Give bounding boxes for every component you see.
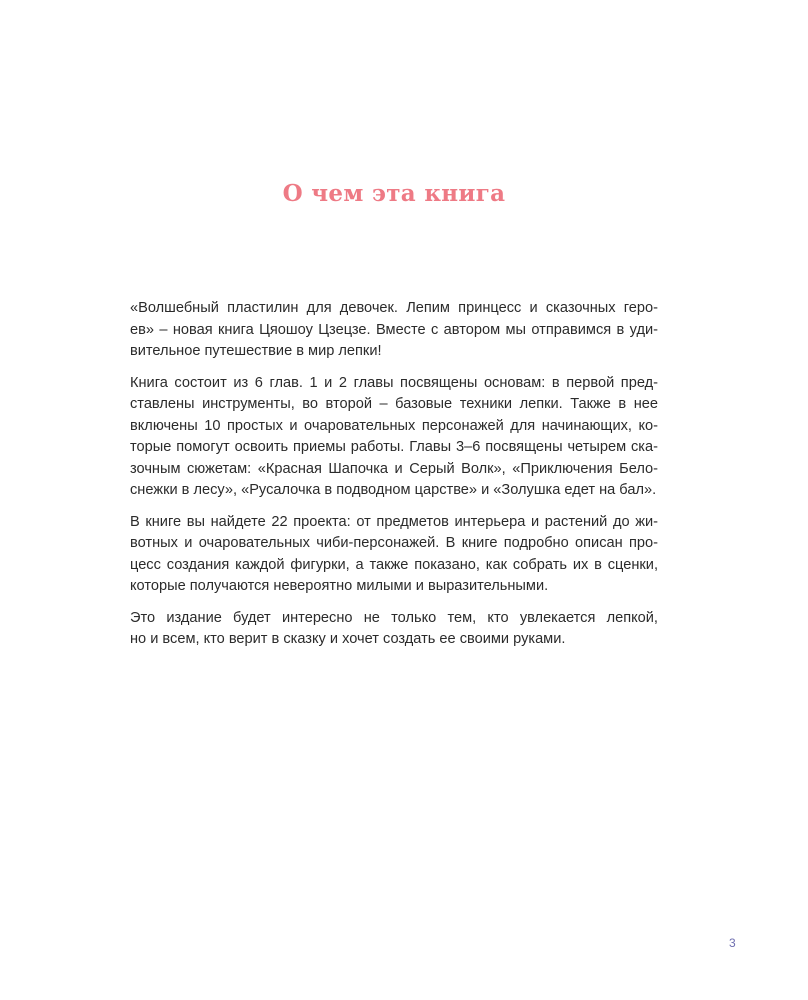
body-text [130,298,658,661]
text-line: снежки в лесу», «Русалочка в подводном царстве» и «Золушка едет на бал». [130,482,657,498]
text-line: Книга состоит из 6 глав. 1 и 2 главы посвящены основам: в первой пред- [130,374,658,391]
paragraph-chapters [130,373,658,502]
text-line: но и всем, кто верит в сказку и хочет создать ее своими руками. [130,631,566,647]
paragraph-audience [130,608,658,651]
paragraph-intro [130,298,658,363]
text-line: вотных и очаровательных чиби-персонажей. В книге подробно описан про- [130,535,658,551]
text-line: зочным сюжетам: «Красная Шапочка и Серый Волк», «Приключения Бело- [130,460,658,477]
text-line: Это издание будет интересно не только тем, кто увлекается лепкой, [130,609,658,626]
text-line: торые помогут освоить приемы работы. Главы 3–6 посвящены четырем ска- [130,439,658,455]
text-line: включены 10 простых и очаровательных персонажей для начинающих, ко- [130,417,658,434]
text-line: ставлены инструменты, во второй – базовые техники лепки. Также в нее [130,396,658,412]
paragraph-projects [130,512,658,598]
page-number: 3 [729,936,736,950]
text-line: В книге вы найдете 22 проекта: от предметов интерьера и растений до жи- [130,513,658,530]
text-line: вительное путешествие в мир лепки! [130,343,382,359]
page-title: О чем эта книга [282,180,506,207]
text-line: ев» – новая книга Цяошоу Цзецзе. Вместе с автором мы отправимся в уди- [130,321,658,338]
text-line: «Волшебный пластилин для девочек. Лепим принцесс и сказочных геро- [130,300,658,316]
text-line: которые получаются невероятно милыми и выразительными. [130,578,549,594]
text-line: цесс создания каждой фигурки, а также показано, как собрать их в сценки, [130,556,658,573]
